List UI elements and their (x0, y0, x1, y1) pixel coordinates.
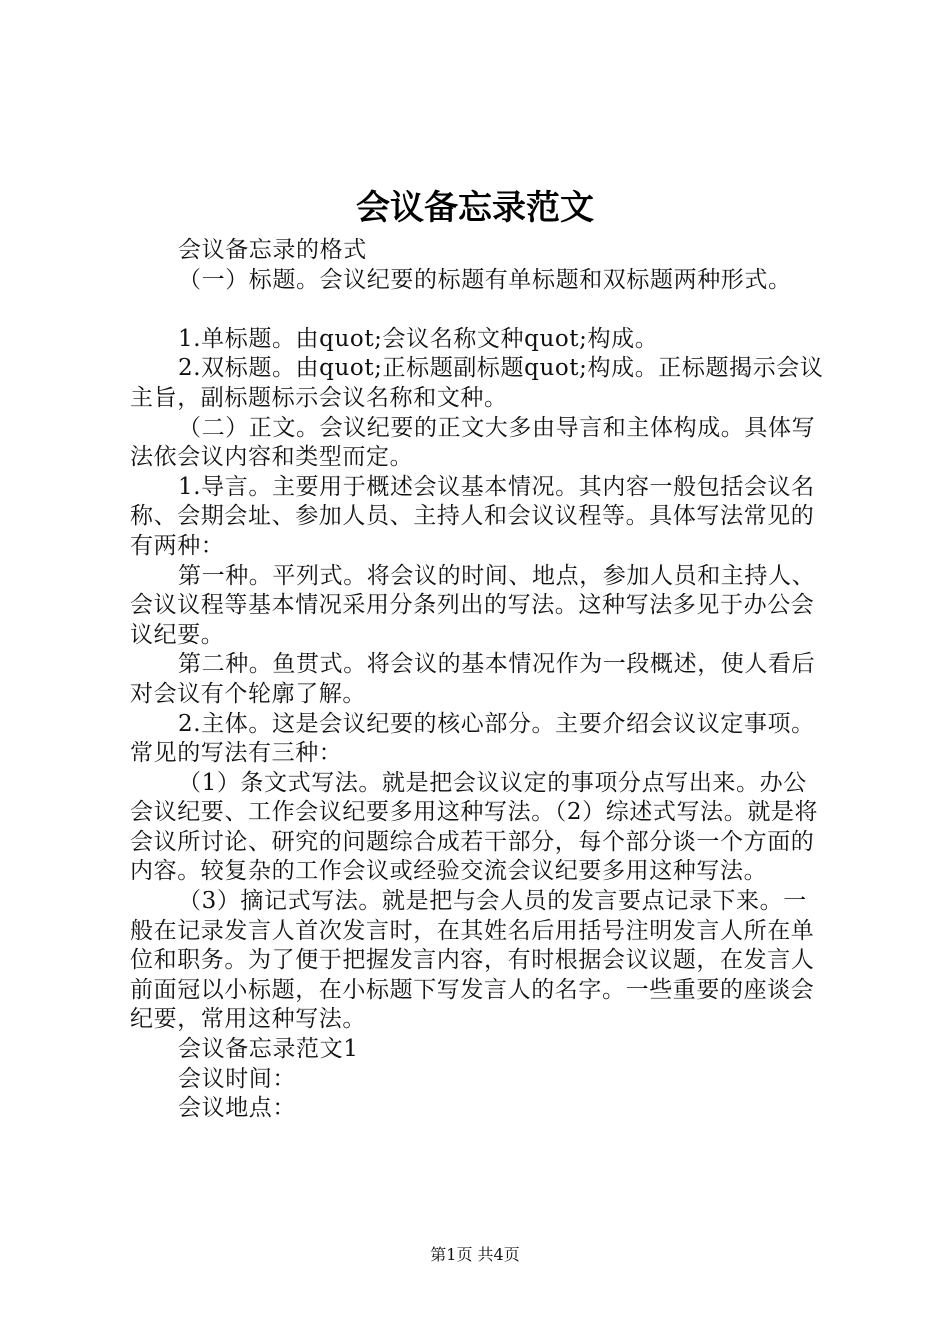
paragraph: 第一种。平列式。将会议的时间、地点，参加人员和主持人、会议议程等基本情况采用分条列出的写法。这种写法多见于办公会议纪要。 (130, 562, 816, 648)
blank-line (130, 295, 830, 325)
paragraph: 会议备忘录范文1 (178, 1036, 359, 1063)
paragraph: 1.单标题。由quot;会议名称文种quot;构成。 (178, 325, 659, 352)
paragraph: （1）条文式写法。就是把会议议定的事项分点写出来。办公会议纪要、工作会议纪要多用这种写法。（2）综述式写法。就是将会议所讨论、研究的问题综合成若干部分，每个部分谈一个方面的内容。较复杂的工作会议或经验交流会议纪要多用这种写法。 (130, 769, 819, 885)
paragraph: 第二种。鱼贯式。将会议的基本情况作为一段概述，使人看后对会议有个轮廓了解。 (130, 651, 816, 707)
paragraph: 1.导言。主要用于概述会议基本情况。其内容一般包括会议名称、会期会址、参加人员、主持人和会议议程等。具体写法常见的有两种： (130, 473, 815, 559)
document-body (130, 236, 830, 1124)
paragraph: （一）标题。会议纪要的标题有单标题和双标题两种形式。 (178, 266, 792, 293)
page-footer: 第1页 共4页 (430, 1245, 520, 1264)
document-title: 会议备忘录范文 (356, 188, 594, 228)
paragraph: 会议时间： (178, 1065, 296, 1092)
paragraph: 2.双标题。由quot;正标题副标题quot;构成。正标题揭示会议主旨，副标题标示会议名称和文种。 (130, 355, 824, 411)
paragraph: （3）摘记式写法。就是把与会人员的发言要点记录下来。一般在记录发言人首次发言时，在其姓名后用括号注明发言人所在单位和职务。为了便于把握发言内容，有时根据会议议题，在发言人前面冠以小标题，在小标题下写发言人的名字。一些重要的座谈会纪要，常用这种写法。 (130, 888, 815, 1033)
paragraph: （二）正文。会议纪要的正文大多由导言和主体构成。具体写法依会议内容和类型而定。 (130, 414, 816, 471)
paragraph: 2.主体。这是会议纪要的核心部分。主要介绍会议议定事项。常见的写法有三种： (130, 710, 815, 767)
paragraph: 会议备忘录的格式 (178, 237, 367, 263)
paragraph: 会议地点： (178, 1095, 296, 1122)
